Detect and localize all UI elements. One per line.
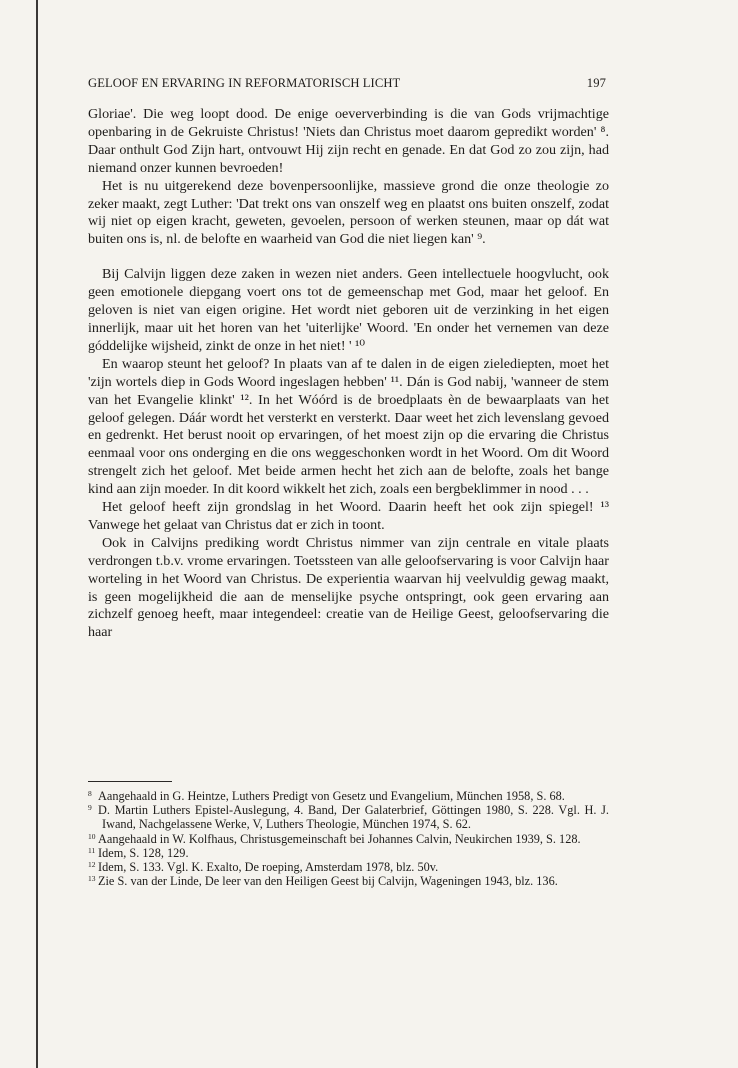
footnote: $^9$ D. Martin Luthers Epistel-Auslegung, 4. Band, Der Galaterbrief, Göttingen 1980, S. 228. Vgl. H. J. Iwand, Nachgelassene Werke, V, Luthers Theologie, München 1974, S. 62.	[88, 803, 609, 832]
paragraph: Het geloof heeft zijn grondslag in het Woord. Daarin heeft het ook zijn spiegel! ¹³ Vanwege het gelaat van Christus dat er zich in toont.	[88, 499, 609, 533]
page-number: 197	[586, 76, 606, 90]
footnote: $^{10}$ Aangehaald in W. Kolfhaus, Christusgemeinschaft bei Johannes Calvin, Neukirchen 1939, S. 128.	[88, 831, 581, 846]
footnote-text: Aangehaald in G. Heintze, Luthers Predigt von Gesetz und Evangelium, München 1958, S. 68.	[98, 789, 565, 803]
paragraph: Gloriae'. Die weg loopt dood. De enige oeververbinding is die van Gods vrijmachtige openbaring in de Gekruiste Christus! 'Niets dan Christus moet daarom gepredikt worden' ⁸. Daar onthult God Zijn hart, ontvouwt Hij zijn recht en genade. En dat God zo zou zijn, had niemand onzer kunnen bevroeden!	[88, 106, 609, 176]
paragraph: Het is nu uitgerekend deze bovenpersoonlijke, massieve grond die onze theologie zo zeker maakt, zegt Luther: 'Dat trekt ons van onszelf weg en plaatst ons buiten onszelf, zodat wij niet op eigen kracht, geweten, gevoelen, persoon of werken steunen, maar op dát wat buiten ons is, nl. de belofte en waarheid van God die niet liegen kan' ⁹.	[88, 177, 609, 248]
running-head	[88, 76, 606, 91]
footnote-text: Idem, S. 133. Vgl. K. Exalto, De roeping, Amsterdam 1978, blz. 50v.	[98, 860, 439, 875]
footnote: $^{13}$ Zie S. van der Linde, De leer van den Heiligen Geest bij Calvijn, Wageningen 1943, blz. 136.	[88, 874, 558, 889]
footnote-text: Idem, S. 128, 129.	[98, 845, 189, 860]
footnotes	[88, 789, 609, 888]
footnote: $^{11}$ Idem, S. 128, 129.	[88, 845, 189, 860]
chapter-title: GELOOF EN ERVARING IN REFORMATORISCH LICHT	[88, 76, 401, 90]
footnote-text: D. Martin Luthers Epistel-Auslegung, 4. Band, Der Galaterbrief, Göttingen 1980, S. 228. Vgl. H. J. Iwand, Nachgelassene Werke, V, Luthers Theologie, München 1974, S. 62.	[98, 803, 609, 832]
footnote: $^8$ Aangehaald in G. Heintze, Luthers Predigt von Gesetz und Evangelium, München 1958, S. 68.	[88, 789, 565, 803]
body-text	[88, 106, 609, 642]
footnote-text: Aangehaald in W. Kolfhaus, Christusgemeinschaft bei Johannes Calvin, Neukirchen 1939, S. 128.	[98, 831, 581, 846]
footnote-text: Zie S. van der Linde, De leer van den Heiligen Geest bij Calvijn, Wageningen 1943, blz. 136.	[98, 874, 558, 889]
footnote-divider	[88, 781, 172, 782]
footnote: $^{12}$ Idem, S. 133. Vgl. K. Exalto, De roeping, Amsterdam 1978, blz. 50v.	[88, 860, 439, 875]
paragraph: Bij Calvijn liggen deze zaken in wezen niet anders. Geen intellectuele hoogvlucht, ook geen emotionele diepgang voert ons tot de gemeenschap met God, maar het geloof. En geloven is niet van eigen origine. Het wordt niet geboren uit de verzinking in het eigen innerlijk, maar uit het horen van het 'uiterlijke' Woord. 'En onder het vernemen van deze góddelijke wijsheid, zinkt de onze in het niet! ' ¹⁰	[88, 266, 609, 354]
paragraph: En waarop steunt het geloof? In plaats van af te dalen in de eigen zielediepten, moet het 'zijn wortels diep in Gods Woord ingeslagen hebben' ¹¹. Dán is God nabij, 'wanneer de stem van het Evangelie klinkt' ¹². In het Wóórd is de broedplaats èn de bewaarplaats van het geloof gelegen. Dáár wordt het versterkt en versterkt. Daar weet het zich levenslang gevoed en gedrenkt. Het berust nooit op ervaringen, of het moest zijn op die ervaring die Christus eenmaal voor ons onderging en die ons weggeschonken wordt in het Woord. Om dit Woord strengelt zich het geloof. Met beide armen hecht het zich aan de belofte, zoals het bange kind aan zijn moeder. In dit koord wikkelt het zich, zoals een bergbeklimmer in nood . . .	[88, 355, 609, 498]
scan-edge-line	[36, 0, 38, 1068]
paragraph: Ook in Calvijns prediking wordt Christus nimmer van zijn centrale en vitale plaats verdrongen t.b.v. vrome ervaringen. Toetssteen van alle geloofservaring is voor Calvijn haar worteling in het Woord van Christus. De experientia waarvan hij veelvuldig gewag maakt, is geen mogelijkheid die aan de menselijke psyche ontspringt, ook geen ervaring aan zichzelf genoeg heeft, maar integendeel: creatie van de Heilige Geest, geloofservaring die haar	[88, 534, 609, 641]
